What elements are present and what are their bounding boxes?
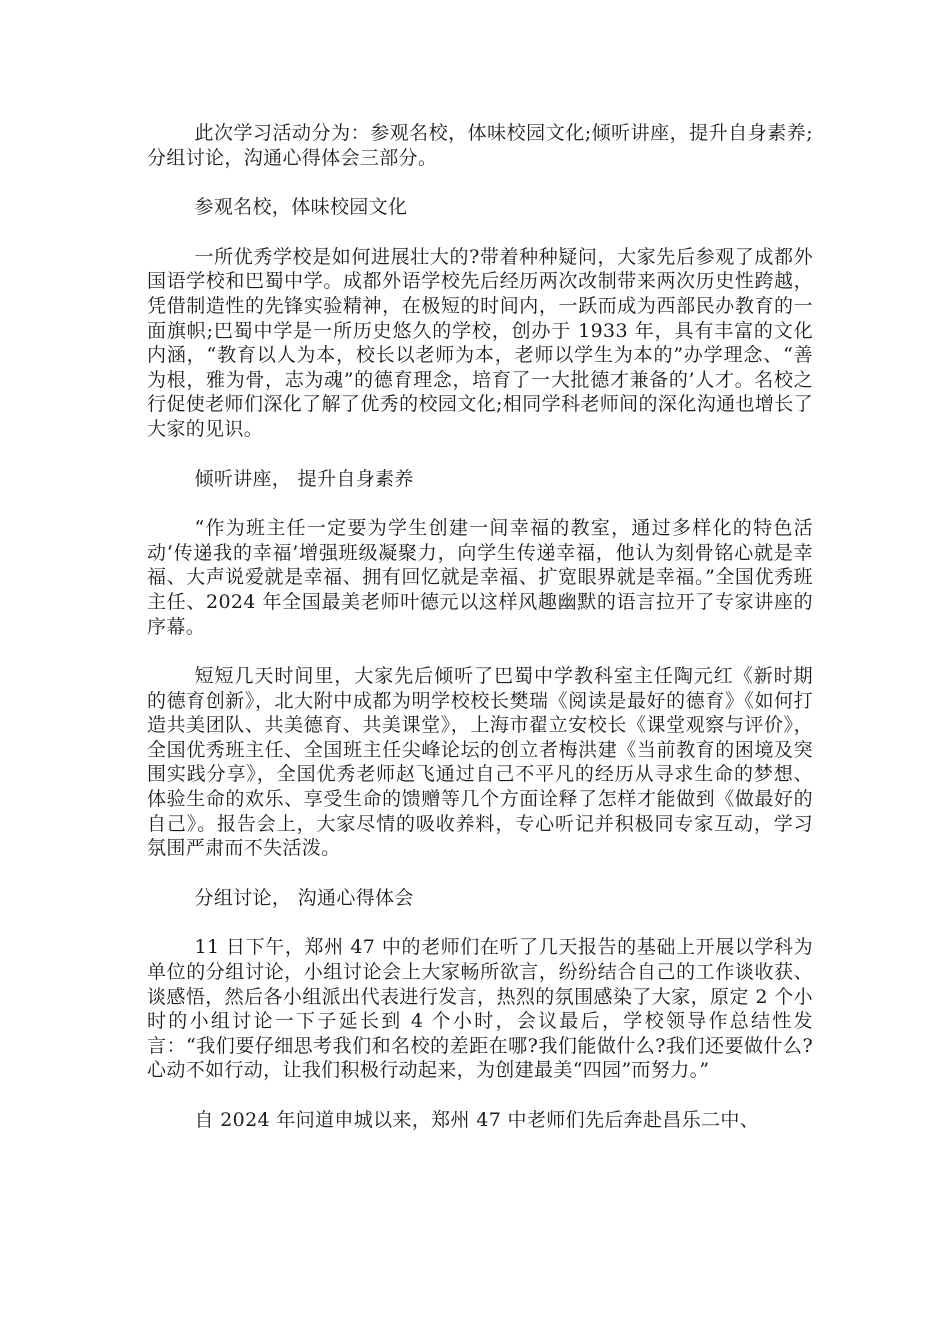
intro-paragraph: 此次学习活动分为：参观名校，体味校园文化;倾听讲座，提升自身素养;分组讨论，沟通心得体会三部分。 [147,122,813,169]
closing-paragraph: 自 2024 年问道申城以来，郑州 47 中老师们先后奔赴昌乐二中、 [194,1109,760,1131]
section-heading-visit: 参观名校，体味校园文化 [194,196,408,219]
document-body [147,121,813,1158]
visit-paragraph: 一所优秀学校是如何进展壮大的?带着种种疑问，大家先后参观了成都外国语学校和巴蜀中学。成都外语学校先后经历两次改制带来两次历史性跨越，凭借制造性的先锋实验精神，在极短的时间内，一跃而成为西部民办教育的一面旗帜;巴蜀中学是一所历史悠久的学校，创办于 1933 年，具有丰富的文化内涵，“教育以人为本，校长以老师为本，老师以学生为本的”办学理念、“善为根，雅为骨，志为魂”的德育理念，培育了一大批德才兼备的’人才。名校之行促使老师们深化了解了优秀的校园文化;相同学科老师间的深化沟通也增长了大家的见识。 [147,245,813,440]
section-heading-lectures: 倾听讲座， 提升自身素养 [194,467,414,490]
discussion-paragraph: 11 日下午，郑州 47 中的老师们在听了几天报告的基础上开展以学科为单位的分组讨论，小组讨论会上大家畅所欲言，纷纷结合自己的工作谈收获、谈感悟，然后各小组派出代表进行发言，热烈的氛围感染了大家，原定 2 个小时的小组讨论一下子延长到 4 个小时，会议最后，学校领导作总结性发言：“我们要仔细思考我们和名校的差距在哪?我们能做什么?我们还要做什么?心动不如行动，让我们积极行动起来，为创建最美“四园”而努力。” [147,936,813,1082]
lecture-quote-paragraph: “作为班主任一定要为学生创建一间幸福的教室，通过多样化的特色活动‘传递我的幸福’增强班级凝聚力，向学生传递幸福，他认为刻骨铭心就是幸福、大声说爱就是幸福、拥有回忆就是幸福、扩宽眼界就是幸福。”全国优秀班主任、2024 年全国最美老师叶德元以这样风趣幽默的语言拉开了专家讲座的序幕。 [147,517,813,638]
lecture-list-paragraph: 短短几天时间里，大家先后倾听了巴蜀中学教科室主任陶元红《新时期的德育创新》，北大附中成都为明学校校长樊瑞《阅读是最好的德育》《如何打造共美团队、共美德育、共美课堂》，上海市翟立安校长《课堂观察与评价》，全国优秀班主任、全国班主任尖峰论坛的创立者梅洪建《当前教育的困境及突围实践分享》，全国优秀老师赵飞通过自己不平凡的经历从寻求生命的梦想、体验生命的欢乐、享受生命的馈赠等几个方面诠释了怎样才能做到《做最好的自己》。报告会上，大家尽情的吸收养料，专心听记并积极同专家互动，学习氛围严肃而不失活泼。 [147,665,813,860]
section-heading-discussion: 分组讨论， 沟通心得体会 [194,886,414,909]
